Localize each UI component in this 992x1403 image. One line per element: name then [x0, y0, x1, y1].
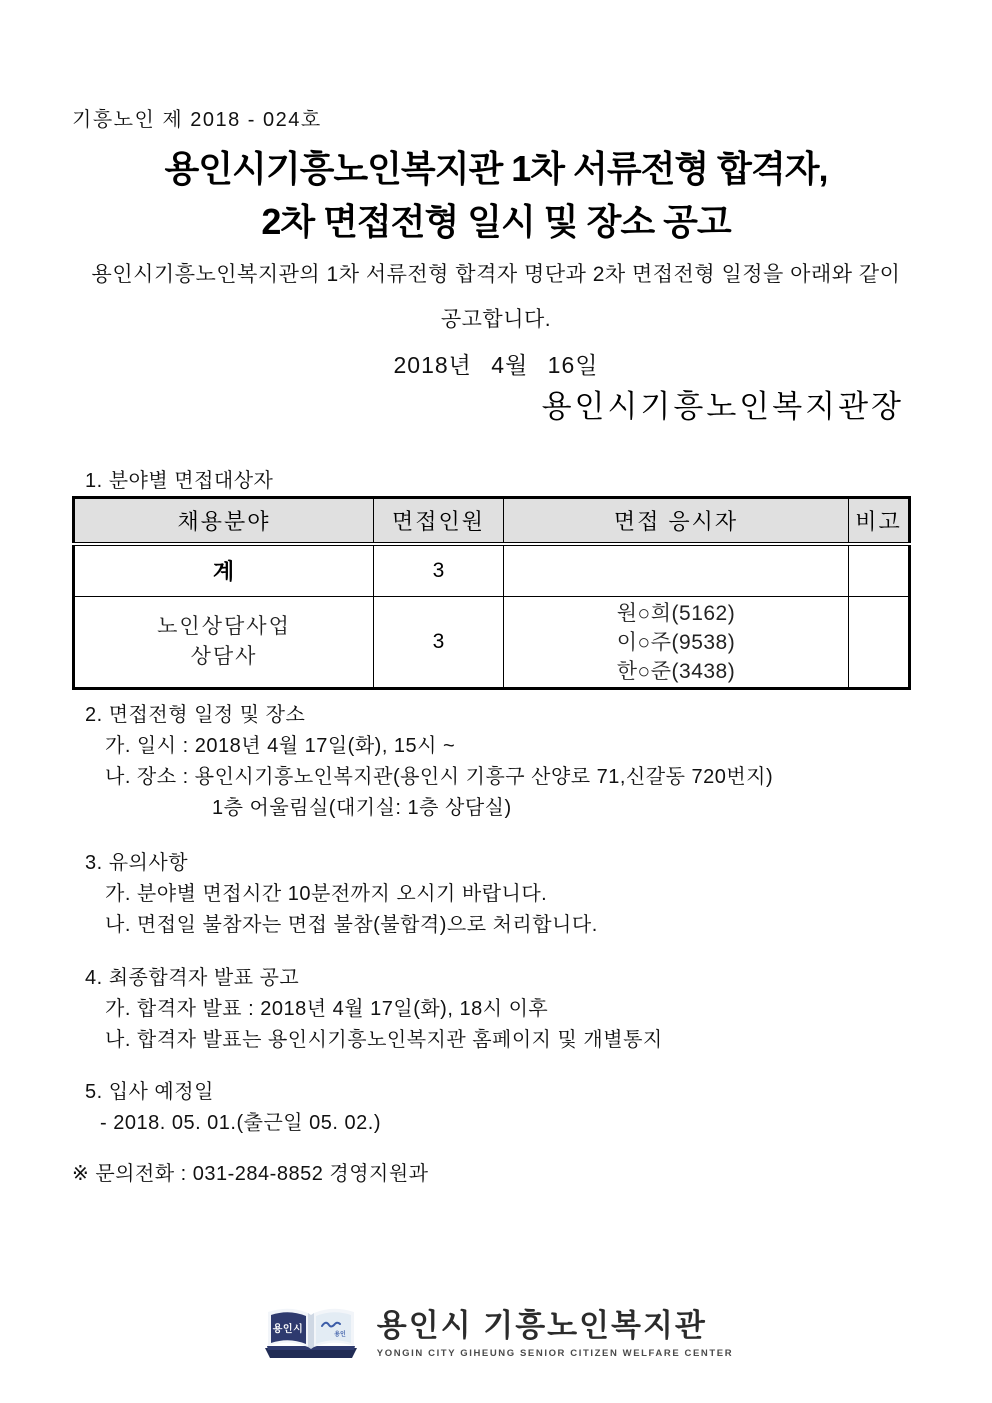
total-count-cell: 3: [374, 544, 504, 597]
contact-phone-line: ※ 문의전화 : 031-284-8852 경영지원과: [72, 1163, 429, 1185]
section2-item-b-continued: 1층 어울림실(대기실: 1층 상담실): [212, 797, 512, 819]
col-header-category: 채용분야: [74, 498, 374, 544]
applicant-list: [617, 599, 735, 686]
section3-item-a: 가. 분야별 면접시간 10분전까지 오시기 바랍니다.: [105, 883, 548, 905]
table-header-row: [74, 498, 910, 544]
title-line-2: 2차 면접전형 일시 및 장소 공고: [261, 201, 731, 242]
page-title: [0, 142, 992, 248]
section4-final-results: [85, 963, 663, 1056]
section2-item-a: 가. 일시 : 2018년 4월 17일(화), 15시 ~: [105, 735, 456, 757]
section2-heading: 2. 면접전형 일정 및 장소: [85, 704, 306, 726]
footer-logo-block: [0, 1300, 992, 1366]
section2-schedule: [85, 700, 773, 824]
total-category-cell: 계: [74, 544, 374, 597]
section1-heading: 1. 분야별 면접대상자: [85, 470, 274, 492]
announcement-date: 2018년 4월 16일: [393, 352, 599, 378]
section5-heading: 5. 입사 예정일: [85, 1081, 214, 1103]
section5-start-date: [85, 1077, 381, 1139]
counselor-applicants-cell: [504, 597, 849, 689]
section2-item-b: 나. 장소 : 용인시기흥노인복지관(용인시 기흥구 산양로 71,신갈동 720번지): [105, 766, 774, 788]
section3-item-b: 나. 면접일 불참자는 면접 불참(불합격)으로 처리합니다.: [105, 914, 598, 936]
col-header-applicants: 면접 응시자: [504, 498, 849, 544]
col-header-note: 비고: [849, 498, 910, 544]
applicant-2: 이○주(9538): [616, 630, 736, 654]
applicant-3: 한○준(3438): [616, 659, 736, 683]
interview-table: [72, 496, 911, 690]
table-row-total: [74, 544, 910, 597]
intro-line-1: 용인시기흥노인복지관의 1차 서류전형 합격자 명단과 2차 면접전형 일정을 아래와 같이: [91, 263, 901, 286]
counselor-category-cell: [74, 597, 374, 689]
org-name-korean: 용인시 기흥노인복지관: [376, 1307, 707, 1343]
org-name-block: [377, 1308, 733, 1359]
counselor-count-cell: 3: [374, 597, 504, 689]
total-applicants-cell: [504, 544, 849, 597]
signature-director: 용인시기흥노인복지관장: [541, 389, 904, 424]
total-note-cell: [849, 544, 910, 597]
table-row-counselor: [74, 597, 910, 689]
intro-paragraph: [0, 252, 992, 342]
interview-table-wrap: [72, 496, 911, 690]
org-name-english: YONGIN CITY GIHEUNG SENIOR CITIZEN WELFARE CENTER: [376, 1347, 734, 1359]
section4-item-a: 가. 합격자 발표 : 2018년 4월 17일(화), 18시 이후: [105, 998, 549, 1020]
category-line-2: 상담사: [190, 645, 258, 668]
intro-line-2: 공고합니다.: [440, 308, 552, 331]
applicant-1: 원○희(5162): [616, 601, 736, 625]
category-line-1: 노인상담사업: [157, 615, 291, 638]
svg-text:용인시: 용인시: [272, 1324, 304, 1335]
title-line-1: 용인시기흥노인복지관 1차 서류전형 합격자,: [164, 148, 828, 189]
col-header-count: 면접인원: [374, 498, 504, 544]
svg-text:용인: 용인: [334, 1332, 346, 1338]
section3-heading: 3. 유의사항: [85, 852, 189, 874]
section5-item-a: - 2018. 05. 01.(출근일 05. 02.): [100, 1112, 381, 1134]
counselor-note-cell: [849, 597, 910, 689]
section4-heading: 4. 최종합격자 발표 공고: [85, 967, 300, 989]
open-book-logo-icon: [259, 1300, 363, 1366]
doc-number: 기흥노인 제 2018 - 024호: [72, 109, 322, 131]
section4-item-b: 나. 합격자 발표는 용인시기흥노인복지관 홈페이지 및 개별통지: [105, 1029, 663, 1051]
section3-notes: [85, 848, 598, 941]
